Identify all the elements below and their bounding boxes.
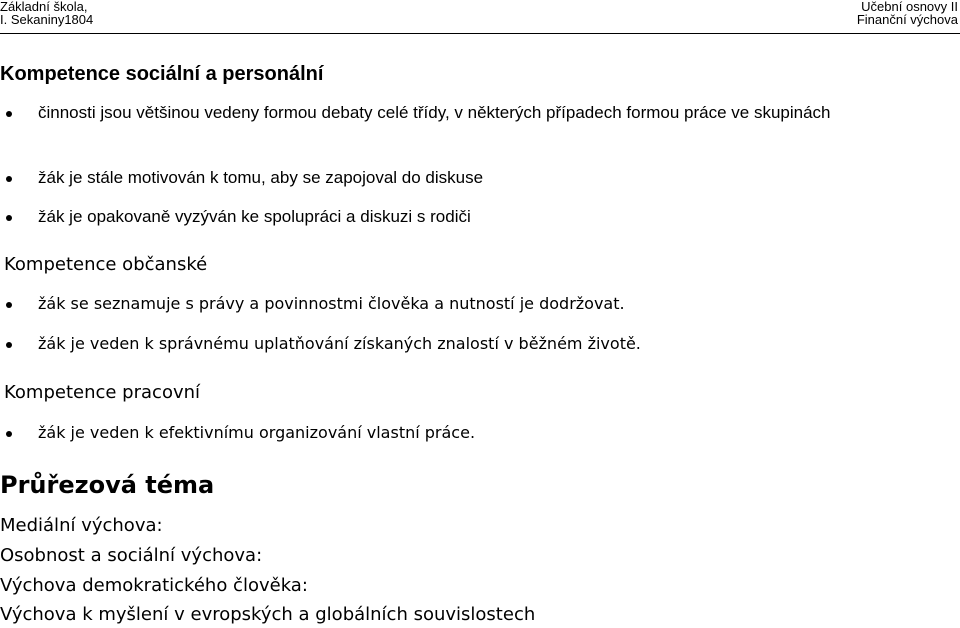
section-title-work: Kompetence pracovní (4, 382, 201, 403)
bullet-icon (6, 431, 12, 437)
cross-topics-title: Průřezová téma (0, 471, 215, 499)
bullet-icon (6, 342, 12, 348)
bullet-icon (6, 176, 12, 182)
cross-topic-item: Osobnost a sociální výchova: (0, 545, 263, 566)
document-title: Učební osnovy II (861, 0, 958, 14)
section-title-civic: Kompetence občanské (4, 254, 208, 275)
bullet-icon (6, 302, 12, 308)
cross-topic-item: Výchova k myšlení v evropských a globálních souvislostech (0, 604, 536, 625)
section-title-social: Kompetence sociální a personální (0, 63, 324, 85)
subject-name: Finanční výchova (856, 12, 958, 27)
bullet-icon (6, 111, 12, 117)
bullet-icon (6, 215, 12, 221)
cross-topic-item: Výchova demokratického člověka: (0, 575, 308, 596)
school-name: Základní škola, (0, 0, 88, 14)
cross-topic-item: Mediální výchova: (0, 515, 163, 536)
school-address: I. Sekaniny1804 (0, 12, 94, 27)
header-divider (0, 33, 960, 34)
